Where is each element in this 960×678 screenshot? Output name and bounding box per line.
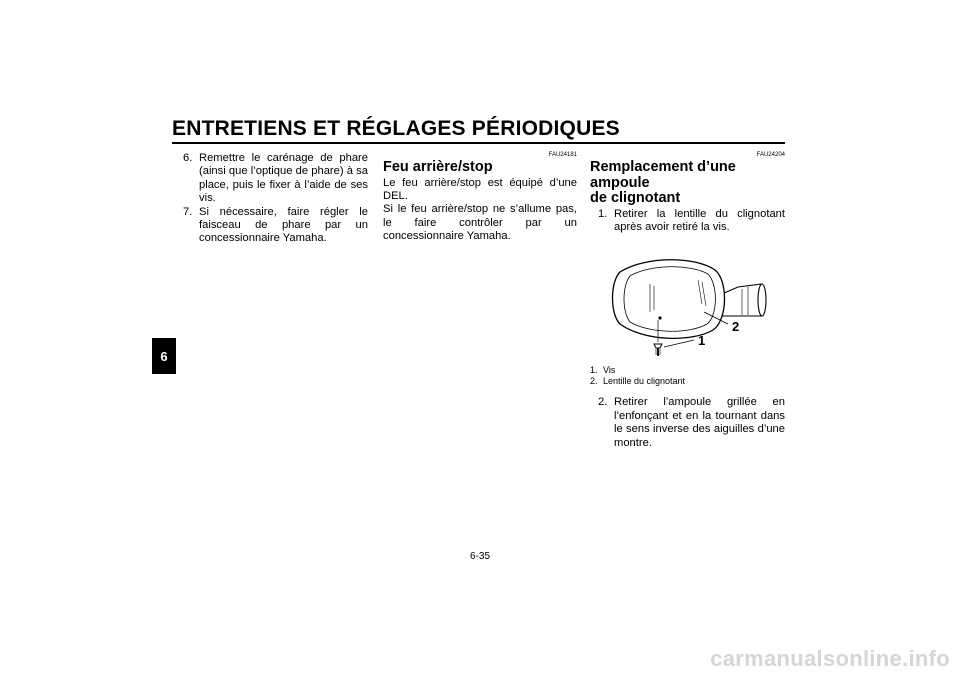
section-title-line: Remplacement d’une ampoule <box>590 159 736 191</box>
step-number: 6. <box>183 152 193 164</box>
step-text: Retirer l’ampoule grillée en l’enfonçant et en la tournant dans le sens inverse des aiguilles d’une montre. <box>614 396 785 449</box>
step-2 <box>598 396 785 450</box>
legend-text: Lentille du clignotant <box>603 376 686 387</box>
left-column <box>183 152 368 246</box>
callout-label-1: 1 <box>698 333 706 349</box>
section-title-line: de clignotant <box>590 190 681 206</box>
step-text: Retirer la lentille du clignotant après avoir retiré la vis. <box>614 207 785 233</box>
paragraph: Si le feu arrière/stop ne s’allume pas, le faire contrôler par un concessionnaire Yamaha. <box>383 203 577 243</box>
page-number: 6-35 <box>469 551 490 562</box>
step-number: 1. <box>598 207 608 220</box>
middle-column <box>383 152 577 244</box>
watermark: carmanualsonline.info <box>710 646 950 671</box>
right-column <box>590 152 785 450</box>
section-code: FAU24181 <box>548 152 577 158</box>
turn-signal-figure <box>590 244 785 362</box>
chapter-tab: 6 <box>152 338 176 374</box>
step-text: Si nécessaire, faire régler le faisceau de phare par un concessionnaire Yamaha. <box>199 205 368 245</box>
header-rule <box>172 142 785 144</box>
step-text: Remettre le carénage de phare (ainsi que l’optique de phare) à sa place, puis le fixer à l’aide de ses vis. <box>199 152 368 205</box>
legend-number: 1. <box>590 365 598 376</box>
lens-inner <box>624 267 715 332</box>
legend-text: Vis <box>603 365 616 376</box>
callout-label-2: 2 <box>732 319 740 335</box>
step-6 <box>183 152 368 206</box>
figure-legend <box>590 365 785 387</box>
paragraph: Le feu arrière/stop est équipé d’une DEL. <box>383 176 577 202</box>
screw-head <box>654 344 662 348</box>
section-code: FAU24204 <box>756 152 785 158</box>
steps-list <box>183 152 368 246</box>
step-number: 7. <box>183 205 193 218</box>
leader-line-1 <box>664 340 694 347</box>
turn-signal-illustration <box>590 244 785 362</box>
stalk-end <box>758 284 766 316</box>
screw-hole <box>658 317 661 320</box>
section-title <box>590 160 785 207</box>
step-1 <box>598 208 785 235</box>
section-title: Feu arrière/stop <box>383 159 493 175</box>
page-header-title: ENTRETIENS ET RÉGLAGES PÉRIODIQUES <box>172 117 620 140</box>
step-number: 2. <box>598 396 608 409</box>
legend-number: 2. <box>590 376 598 387</box>
legend-item <box>590 365 785 376</box>
legend-item <box>590 376 785 387</box>
step-7 <box>183 206 368 246</box>
